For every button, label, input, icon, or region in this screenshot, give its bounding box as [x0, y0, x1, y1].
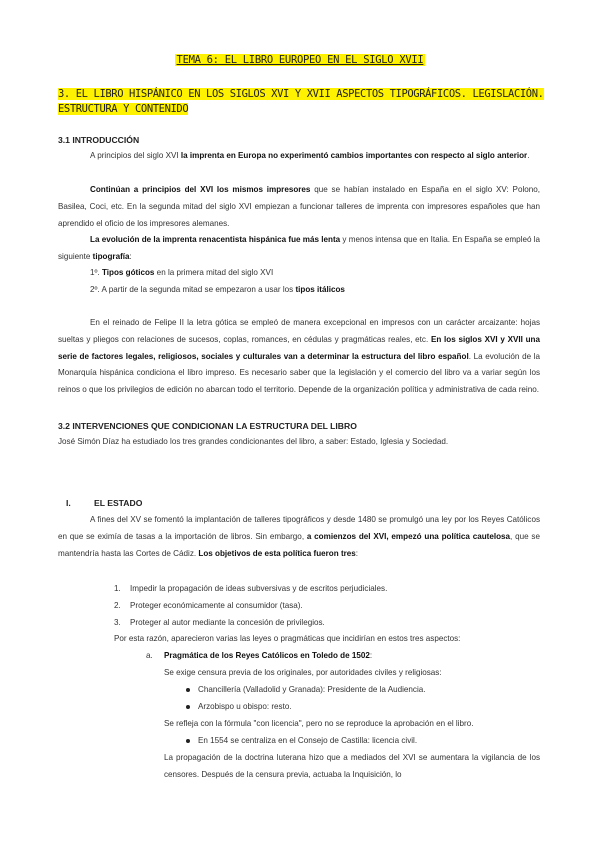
paragraph-intervenciones: José Simón Díaz ha estudiado los tres grandes condicionantes del libro, a saber: Estado, Iglesia y Sociedad. [58, 437, 449, 446]
heading-introduccion: 3.1 INTRODUCCIÓN [58, 135, 140, 145]
paragraph-intro-4: En el reinado de Felipe II la letra gótica se empleó de manera excepcional en impresos con un carácter arcaizante: hojas sueltas y pliegos con relaciones de sucesos, coplas, romances, en cédulas y pragmáticas reales, etc. En los siglos XVI y XVII una serie de factores legales, religiosos, sociales y culturales van a determinar la estructura del libro español. La evolución de la Monarquía hispánica condiciona el libro impreso. Es necesario saber que la legislación y el comercio del libro va a variar según los reinos o que los privilegios de edición no abarcan todo el territorio. Depende de la organización política y administrativa de cada reino. [58, 318, 541, 395]
objective-number-1: 1. [114, 584, 121, 593]
paragraph-estado-1: A fines del XV se fomentó la implantación de talleres tipográficos y desde 1480 se promulgó una ley por los Reyes Católicos en que se eximía de tasas a la importación de libros. Sin embargo, a comienzos del XVI, empezó una política cautelosa, que se mantendría hasta las Cortes de Cádiz. Los objetivos de esta política fueron tres: [58, 515, 540, 558]
objective-2: Proteger económicamente al consumidor (tasa). [130, 601, 303, 610]
bullet-item-chancilleria: Chancillería (Valladolid y Granada): Presidente de la Audiencia. [198, 685, 426, 694]
paragraph-censura: Se exige censura previa de los originales, por autoridades civiles y religiosas: [164, 668, 442, 677]
heading-estado: EL ESTADO [94, 498, 143, 508]
paragraph-intro-1: A principios del siglo XVI la imprenta en Europa no experimentó cambios importantes con respecto al siglo anterior. [90, 151, 530, 160]
list-item-tipos-goticos: 1º. Tipos góticos en la primera mitad del siglo XVI [90, 268, 274, 277]
section-title: 3. EL LIBRO HISPÁNICO EN LOS SIGLOS XVI Y XVII ASPECTOS TIPOGRÁFICOS. LEGISLACIÓN. ESTRUCTURA Y CONTENIDO [58, 88, 544, 115]
document-title: TEMA 6: EL LIBRO EUROPEO EN EL SIGLO XVII [176, 54, 424, 66]
heading-estado-number: I. [66, 498, 71, 508]
paragraph-licencia: Se refleja con la fórmula "con licencia", pero no se reproduce la aprobación en el libro. [164, 719, 474, 728]
paragraph-laws-intro: Por esta razón, aparecieron varias las leyes o pragmáticas que incidirían en estos tres aspectos: [114, 634, 461, 643]
law-a-title: Pragmática de los Reyes Católicos en Toledo de 1502: [164, 651, 373, 660]
paragraph-intro-2: Continúan a principios del XVI los mismos impresores que se habían instalado en España en el siglo XV: Polono, Basilea, Coci, etc. En la segunda mitad del siglo XVI empiezan a funcionar talleres de imprenta con impresores españoles que han aprendido el oficio de los impresores alemanes. [58, 185, 541, 228]
law-a-letter: a. [146, 651, 153, 660]
bullet-icon [186, 705, 190, 709]
bullet-icon [186, 688, 190, 692]
objective-3: Proteger al autor mediante la concesión de privilegios. [130, 618, 325, 627]
bullet-item-consejo: En 1554 se centraliza en el Consejo de Castilla: licencia civil. [198, 736, 418, 745]
paragraph-intro-3: La evolución de la imprenta renacentista hispánica fue más lenta y menos intensa que en Italia. En España se empleó la siguiente tipografía: [58, 235, 540, 261]
list-item-tipos-italicos: 2º. A partir de la segunda mitad se empezaron a usar los tipos itálicos [90, 285, 345, 294]
objective-number-3: 3. [114, 618, 121, 627]
bullet-item-arzobispo: Arzobispo u obispo: resto. [198, 702, 292, 711]
paragraph-inquisicion: La propagación de la doctrina luterana hizo que a mediados del XVI se aumentara la vigilancia de los censores. Después de la censura previa, actuaba la Inquisición, lo [164, 753, 540, 779]
objective-1: Impedir la propagación de ideas subversivas y de escritos perjudiciales. [130, 584, 388, 593]
objective-number-2: 2. [114, 601, 121, 610]
heading-intervenciones: 3.2 INTERVENCIONES QUE CONDICIONAN LA ESTRUCTURA DEL LIBRO [58, 421, 357, 431]
bullet-icon [186, 739, 190, 743]
